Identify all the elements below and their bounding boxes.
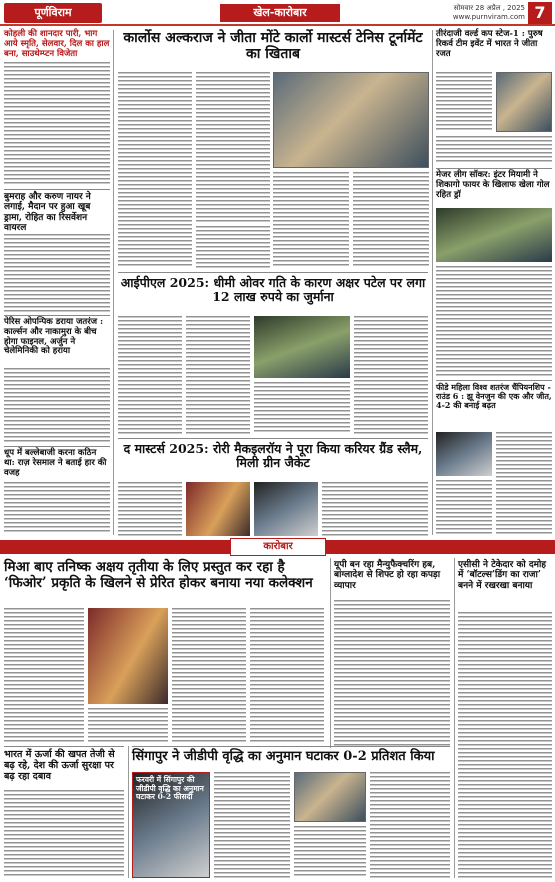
headline-energy: भारत में ऊर्जा की खपत तेजी से बढ़ रहे, देश की ऊर्जा सुरक्षा पर बढ़ रहा दबाव — [4, 749, 115, 782]
divider — [4, 189, 110, 190]
section-title: खेल-कारोबार — [220, 4, 340, 22]
headline-chess-paris: पेरिस ओपन्पिक डराया जतरंज : कार्ल्सन और नाकामुरा के बीच होगा फाइनल, अर्जुन ने चेलेमिनिकी को हराया — [4, 317, 104, 357]
divider — [132, 746, 450, 747]
article-body — [354, 316, 428, 434]
article-body — [186, 316, 250, 434]
divider — [118, 272, 428, 273]
page-number: 7 — [528, 2, 552, 24]
business-section-label: कारोबार — [230, 538, 326, 556]
newspaper-logo: पूर्णविराम — [4, 3, 102, 23]
article-body — [273, 172, 349, 268]
divider — [4, 746, 124, 747]
article-body — [4, 234, 110, 312]
article-body — [436, 266, 552, 376]
archery-team-photo — [496, 72, 552, 132]
jewellery-model-photo — [88, 608, 168, 704]
headline-archery: तीरंदाजी वर्ल्ड कप स्टेज-1 : पुरुष रिकर्व टीम इवेंट में भारत ने जीता रजत — [436, 29, 543, 59]
column-divider — [432, 30, 433, 535]
dateline — [395, 4, 525, 22]
article-body — [436, 480, 492, 536]
website-text: www.purnviram.com — [452, 13, 525, 21]
article-body — [4, 790, 124, 878]
article-body — [172, 608, 246, 742]
headline-alcaraz: कार्लोस अल्कराज ने जीता मोंटे कार्लो मास्टर्स टेनिस टूर्नामेंट का खिताब — [123, 30, 423, 63]
headline-ipl-axar: आईपीएल 2025: धीमी ओवर गति के कारण अक्षर पटेल पर लगा 12 लाख रुपये का जुर्माना — [120, 275, 426, 305]
article-body — [214, 772, 290, 878]
article-body — [196, 72, 270, 222]
column-divider — [330, 558, 331, 748]
article-body — [436, 136, 552, 164]
article-body — [4, 482, 110, 534]
divider — [4, 446, 110, 447]
headline-inter-miami: मेजर लीग सॉकर: इंटर मियामी ने शिकागो फायर के खिलाफ खेला गोल रहित ड्रॉ — [436, 170, 550, 200]
column-divider — [113, 30, 114, 535]
column-divider — [128, 746, 129, 878]
headline-up-manufacturing: यूपी बन रहा मैन्युफैक्चरिंग हब, बांग्लादेश से शिफ्ट हो रहा कपड़ा व्यापार — [334, 560, 441, 591]
axar-patel-photo — [254, 316, 350, 378]
article-body — [250, 608, 324, 742]
date-text: सोमवार 28 अप्रैल , 2025 — [453, 4, 525, 12]
singapore-inset-text: फरवरी में सिंगापुर की जीडीपी वृद्धि का अनुमान घटाकर 0-2 फीसदी — [136, 775, 204, 802]
headline-fide-chess: फीडे महिला विश्व शतरंज चैंपियनशिप - राउंड 6 : झू वेनजुन की एक और जीत, 4-2 की बनाई बढ़त — [436, 382, 552, 411]
article-body — [334, 600, 450, 746]
article-body — [4, 608, 84, 742]
headline-tanishq: मिआ बाए तनिष्क अक्षय तृतीया के लिए प्रस्तुत कर रहा है ‘फिओर’ प्रकृति के खिलने से प्रेरित होकर बनाया नया कलेक्शन — [4, 559, 313, 591]
mcilroy-photo — [186, 482, 250, 536]
article-body — [118, 72, 192, 268]
chess-player-photo — [436, 432, 492, 476]
article-body — [254, 382, 350, 434]
article-body — [436, 72, 492, 132]
article-body — [4, 368, 110, 442]
headline-acc: एसीसी ने टेकेदार को दमोह में ‘बॉटल्स’डिंग का राजा’ बनने में रखरखा बनाया — [458, 560, 547, 591]
singapore-skyline-photo — [294, 772, 366, 822]
divider — [436, 168, 552, 169]
headline-bumrah: बुमराह और करुण नायर ने लगाई, मैदान पर हुआ खूब ड्रामा, रोहित का रिसर्वेशन वायरल — [4, 192, 91, 234]
headline-heat: धूप में बल्लेबाजी करना कठिन था: राज़ रेसमाल ने बताई हार की वजह — [4, 448, 107, 478]
alcaraz-trophy-photo — [273, 72, 429, 168]
article-body — [118, 482, 182, 536]
green-jacket-photo — [254, 482, 318, 536]
article-body — [118, 316, 182, 434]
article-body — [496, 432, 552, 536]
column-divider — [454, 558, 455, 878]
headline-mcilroy: द मास्टर्स 2025: रोरी मैकइलरॉय ने पूरा किया करियर ग्रैंड स्लैम, मिली ग्रीन जैकेट — [123, 441, 423, 471]
headline-singapore: सिंगापुर ने जीडीपी वृद्धि का अनुमान घटाकर 0-2 प्रतिशत किया — [132, 749, 435, 764]
article-body — [4, 62, 110, 186]
article-body — [458, 612, 552, 878]
article-body — [196, 226, 270, 268]
article-body — [353, 172, 429, 268]
divider — [118, 438, 428, 439]
article-body — [294, 826, 366, 878]
article-body — [322, 482, 428, 536]
headline-kohli: कोहली की शानदार पारी, भाग आये स्मृति, सेलवार, दिल का हाल बना, साउथेम्प्टन विजेता — [4, 29, 110, 59]
article-body — [88, 708, 168, 742]
soccer-photo — [436, 208, 552, 262]
divider — [4, 315, 110, 316]
divider — [436, 380, 552, 381]
article-body — [370, 772, 450, 878]
